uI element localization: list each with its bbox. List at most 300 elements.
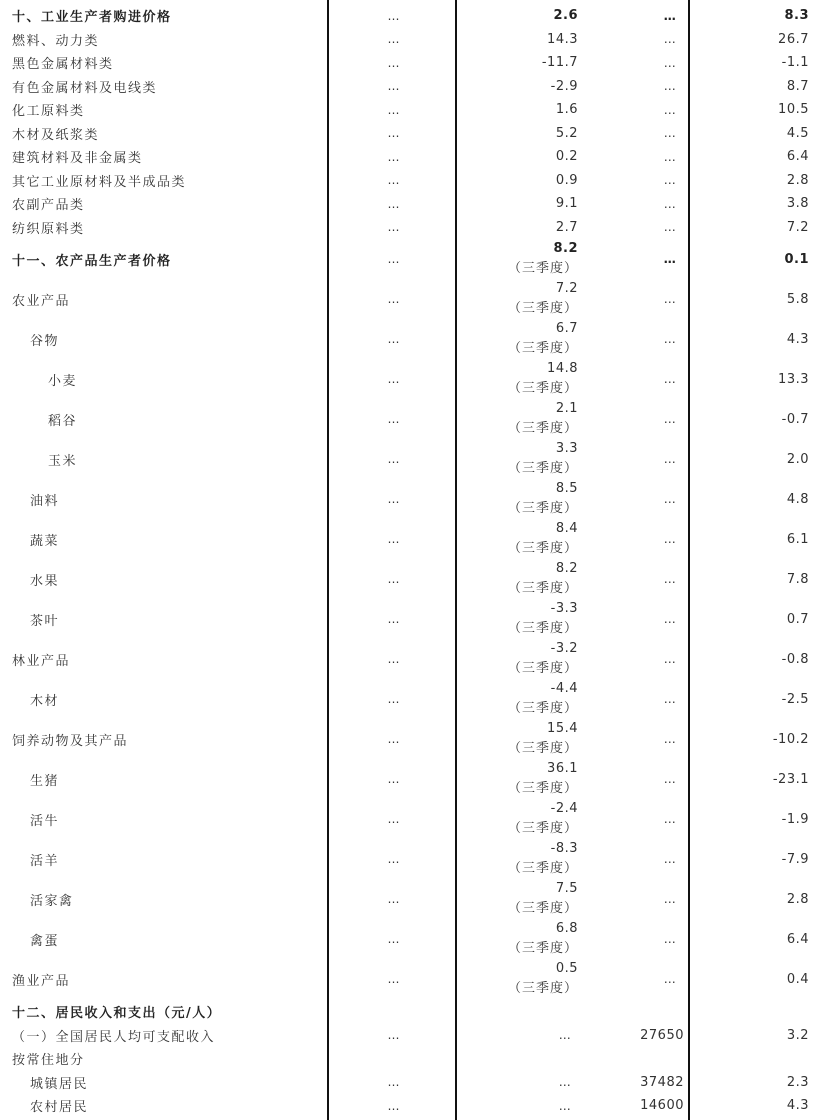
row-label: 十二、居民收入和支出（元/人） xyxy=(12,1005,222,1021)
col4-value: … xyxy=(663,852,677,866)
col5-value: 7.8 xyxy=(786,571,809,587)
table-row xyxy=(0,879,829,919)
row-label-cell xyxy=(12,51,327,74)
col3-cell xyxy=(461,959,578,999)
col2-value: … xyxy=(387,55,401,70)
col4-value: … xyxy=(663,8,677,23)
col3-cell xyxy=(461,215,578,239)
col3-cell xyxy=(461,27,578,51)
col3-cell xyxy=(461,799,578,839)
col3-cell xyxy=(461,4,578,27)
row-label-cell xyxy=(12,1094,327,1117)
col5-value: 2.8 xyxy=(786,172,809,188)
period-note: （三季度） xyxy=(507,541,578,556)
col3-value: 14.8 xyxy=(547,361,578,376)
col4-value: … xyxy=(663,492,677,506)
col3-value: 8.4 xyxy=(555,521,578,536)
row-label: 按常住地分 xyxy=(12,1053,85,1068)
table-row xyxy=(0,359,829,399)
col2-value: … xyxy=(387,252,401,266)
col5-cell xyxy=(690,168,809,192)
col5-value: 5.8 xyxy=(786,291,809,307)
col4-cell xyxy=(580,1094,684,1117)
col5-value: 0.1 xyxy=(784,251,809,267)
col2-cell xyxy=(333,759,455,799)
col3-cell xyxy=(461,919,578,959)
row-label: 谷物 xyxy=(30,333,60,349)
col3-value: 1.6 xyxy=(555,102,578,117)
row-label-cell xyxy=(12,27,327,51)
section-header-row xyxy=(0,239,829,279)
col2-value: … xyxy=(387,732,401,746)
col4-cell xyxy=(580,1047,684,1070)
col3-cell xyxy=(461,399,578,439)
col3-value: 36.1 xyxy=(547,761,578,776)
table-row xyxy=(0,279,829,319)
col3-value: 6.7 xyxy=(555,321,578,336)
col4-cell xyxy=(580,999,684,1023)
col5-value: -0.8 xyxy=(781,651,809,667)
row-label: 纺织原料类 xyxy=(12,221,85,237)
row-label-cell xyxy=(12,1023,327,1047)
col5-cell xyxy=(690,74,809,98)
col2-cell xyxy=(333,479,455,519)
col4-value: … xyxy=(663,732,677,746)
col2-cell xyxy=(333,599,455,639)
col3-value: … xyxy=(558,1098,572,1113)
col2-cell xyxy=(333,1070,455,1094)
row-label: 化工原料类 xyxy=(12,104,85,119)
col5-value: 8.7 xyxy=(786,78,809,94)
col2-value: … xyxy=(387,452,401,466)
row-label-cell xyxy=(12,479,327,519)
col5-cell xyxy=(690,559,809,599)
table-row xyxy=(0,1070,829,1094)
col5-value: 2.8 xyxy=(786,891,809,907)
row-label: 饲养动物及其产品 xyxy=(12,733,129,749)
col2-value: … xyxy=(387,492,401,506)
col3-value: -8.3 xyxy=(550,841,578,856)
col2-value: … xyxy=(387,532,401,546)
col3-cell xyxy=(461,479,578,519)
col4-value: … xyxy=(663,692,677,706)
period-note: （三季度） xyxy=(507,261,578,276)
col2-cell xyxy=(333,999,455,1023)
col3-value: 0.9 xyxy=(555,172,578,188)
col2-cell xyxy=(333,1047,455,1070)
table-row xyxy=(0,145,829,168)
col2-cell xyxy=(333,879,455,919)
col2-cell xyxy=(333,839,455,879)
col4-value: … xyxy=(663,102,677,117)
col2-cell xyxy=(333,639,455,679)
col5-cell xyxy=(690,639,809,679)
row-label-cell xyxy=(12,359,327,399)
col2-cell xyxy=(333,399,455,439)
row-label-cell xyxy=(12,879,327,919)
col3-cell xyxy=(461,639,578,679)
col3-value: 0.2 xyxy=(555,149,578,164)
row-label-cell xyxy=(12,799,327,839)
period-note: （三季度） xyxy=(507,781,578,796)
col3-cell xyxy=(461,719,578,759)
col2-cell xyxy=(333,239,455,279)
col3-value: -2.4 xyxy=(550,801,578,816)
col5-cell xyxy=(690,719,809,759)
col5-cell xyxy=(690,1023,809,1047)
col3-cell xyxy=(461,319,578,359)
row-label-cell xyxy=(12,319,327,359)
col2-value: … xyxy=(387,8,401,23)
col2-value: … xyxy=(387,692,401,706)
table-row xyxy=(0,519,829,559)
row-label: 木材及纸浆类 xyxy=(12,127,100,143)
row-label-cell xyxy=(12,599,327,639)
row-label: 活家禽 xyxy=(30,893,74,909)
col3-value: 7.2 xyxy=(555,281,578,296)
table-row xyxy=(0,1047,829,1070)
col3-cell xyxy=(461,168,578,192)
row-label-cell xyxy=(12,121,327,145)
col5-cell xyxy=(690,959,809,999)
col3-value: 15.4 xyxy=(547,721,578,736)
col3-value: 9.1 xyxy=(555,196,578,211)
col5-cell xyxy=(690,27,809,51)
col2-cell xyxy=(333,215,455,239)
row-label: 水果 xyxy=(30,573,60,589)
col3-value: 0.5 xyxy=(555,961,578,976)
col2-cell xyxy=(333,74,455,98)
row-label-cell xyxy=(12,168,327,192)
row-label-cell xyxy=(12,399,327,439)
table-row xyxy=(0,639,829,679)
col5-cell xyxy=(690,879,809,919)
row-label: 玉米 xyxy=(48,453,78,469)
col5-value: 26.7 xyxy=(778,31,809,47)
table-row xyxy=(0,121,829,145)
col2-cell xyxy=(333,1094,455,1117)
col2-value: … xyxy=(387,126,401,140)
row-label-cell xyxy=(12,999,327,1023)
col5-value: 4.3 xyxy=(786,1098,809,1113)
col5-cell xyxy=(690,999,809,1023)
table-row xyxy=(0,759,829,799)
col5-cell xyxy=(690,239,809,279)
col5-value: 2.0 xyxy=(786,451,809,467)
col2-value: … xyxy=(387,932,401,946)
table-row xyxy=(0,319,829,359)
row-label: 稻谷 xyxy=(48,413,78,429)
col2-cell xyxy=(333,4,455,27)
col2-value: … xyxy=(387,852,401,866)
row-label: 十一、农产品生产者价格 xyxy=(12,253,172,269)
row-label-cell xyxy=(12,519,327,559)
period-note: （三季度） xyxy=(507,661,578,676)
table-row xyxy=(0,839,829,879)
period-note: （三季度） xyxy=(507,941,578,956)
table-row xyxy=(0,679,829,719)
row-label: 油料 xyxy=(30,493,60,509)
table-row xyxy=(0,192,829,215)
col3-cell xyxy=(461,145,578,168)
col4-value: … xyxy=(663,332,677,346)
col5-value: -1.1 xyxy=(781,55,809,70)
col5-cell xyxy=(690,1070,809,1094)
col4-value: … xyxy=(663,173,677,187)
col5-value: 0.7 xyxy=(786,611,809,627)
table-row xyxy=(0,215,829,239)
col4-value: … xyxy=(663,196,677,211)
col5-value: -1.9 xyxy=(781,811,809,827)
period-note: （三季度） xyxy=(507,741,578,756)
col5-cell xyxy=(690,1094,809,1117)
col5-cell xyxy=(690,359,809,399)
col5-value: 0.4 xyxy=(786,971,809,987)
col4-value: … xyxy=(663,372,677,386)
col2-cell xyxy=(333,719,455,759)
col2-cell xyxy=(333,51,455,74)
col2-cell xyxy=(333,145,455,168)
col3-cell xyxy=(461,1047,578,1070)
col3-cell xyxy=(461,999,578,1023)
col2-value: … xyxy=(387,220,401,234)
period-note: （三季度） xyxy=(507,621,578,636)
col2-value: … xyxy=(387,196,401,211)
period-note: （三季度） xyxy=(507,581,578,596)
table-row xyxy=(0,98,829,121)
col4-value: … xyxy=(663,55,677,70)
row-label-cell xyxy=(12,839,327,879)
col2-value: … xyxy=(387,1098,401,1113)
row-label-cell xyxy=(12,719,327,759)
row-label-cell xyxy=(12,1047,327,1070)
col5-cell xyxy=(690,399,809,439)
col5-value: 13.3 xyxy=(778,371,809,387)
row-label: 禽蛋 xyxy=(30,933,60,949)
table-row xyxy=(0,51,829,74)
table-row xyxy=(0,599,829,639)
col3-value: 8.2 xyxy=(555,561,578,576)
col3-cell xyxy=(461,839,578,879)
col3-value: … xyxy=(558,1075,572,1089)
row-label: 茶叶 xyxy=(30,613,60,629)
col2-value: … xyxy=(387,102,401,117)
table-row xyxy=(0,919,829,959)
col5-cell xyxy=(690,839,809,879)
col5-cell xyxy=(690,319,809,359)
col2-cell xyxy=(333,559,455,599)
row-label: 有色金属材料及电线类 xyxy=(12,80,158,96)
col4-value: … xyxy=(663,932,677,946)
col2-cell xyxy=(333,1023,455,1047)
col2-value: … xyxy=(387,652,401,666)
col3-value: -4.4 xyxy=(550,681,578,696)
col4-value: … xyxy=(663,532,677,546)
col2-value: … xyxy=(387,972,401,986)
col3-value: -11.7 xyxy=(541,55,578,70)
col5-value: 7.2 xyxy=(786,219,809,235)
col3-value: 8.5 xyxy=(555,481,578,496)
col5-value: 10.5 xyxy=(778,102,809,117)
row-label-cell xyxy=(12,74,327,98)
col2-cell xyxy=(333,519,455,559)
row-label-cell xyxy=(12,279,327,319)
row-label-cell xyxy=(12,679,327,719)
row-label: 城镇居民 xyxy=(30,1076,89,1092)
row-label-cell xyxy=(12,919,327,959)
row-label: 其它工业原材料及半成品类 xyxy=(12,174,187,190)
table-row xyxy=(0,479,829,519)
table-row xyxy=(0,399,829,439)
col5-cell xyxy=(690,439,809,479)
col5-cell xyxy=(690,679,809,719)
col2-cell xyxy=(333,27,455,51)
row-label-cell xyxy=(12,559,327,599)
row-label-cell xyxy=(12,215,327,239)
col3-cell xyxy=(461,599,578,639)
period-note: （三季度） xyxy=(507,861,578,876)
col5-cell xyxy=(690,919,809,959)
col3-value: 7.5 xyxy=(555,881,578,896)
col5-value: 6.1 xyxy=(786,531,809,547)
col4-value: … xyxy=(663,452,677,466)
col4-value: … xyxy=(663,892,677,906)
table-row xyxy=(0,27,829,51)
period-note: （三季度） xyxy=(507,381,578,396)
col5-value: 4.5 xyxy=(786,125,809,141)
col3-cell xyxy=(461,98,578,121)
row-label: 生猪 xyxy=(30,773,60,789)
col2-cell xyxy=(333,359,455,399)
row-label: 林业产品 xyxy=(12,653,71,669)
col3-cell xyxy=(461,51,578,74)
col4-value: … xyxy=(663,572,677,586)
col2-cell xyxy=(333,799,455,839)
row-label: 十、工业生产者购进价格 xyxy=(12,10,172,25)
period-note: （三季度） xyxy=(507,301,578,316)
row-label: 农村居民 xyxy=(30,1100,89,1115)
row-label: 农业产品 xyxy=(12,293,71,309)
col5-value: -10.2 xyxy=(772,731,809,747)
col2-value: … xyxy=(387,892,401,906)
row-label-cell xyxy=(12,439,327,479)
col2-value: … xyxy=(387,572,401,586)
col3-cell xyxy=(461,879,578,919)
col5-value: 3.8 xyxy=(786,196,809,211)
col4-value: … xyxy=(663,772,677,786)
table-row xyxy=(0,168,829,192)
col3-cell xyxy=(461,439,578,479)
col4-value: … xyxy=(663,220,677,234)
col5-value: -7.9 xyxy=(781,851,809,867)
col3-cell xyxy=(461,759,578,799)
col5-value: 4.3 xyxy=(786,331,809,347)
col3-value: -3.3 xyxy=(550,601,578,616)
col2-cell xyxy=(333,168,455,192)
table-row xyxy=(0,559,829,599)
row-label-cell xyxy=(12,192,327,215)
col2-cell xyxy=(333,679,455,719)
col5-cell xyxy=(690,215,809,239)
col4-value: … xyxy=(663,32,677,46)
col4-value: … xyxy=(663,126,677,140)
col2-cell xyxy=(333,98,455,121)
col3-value: 2.6 xyxy=(553,8,578,23)
col3-value: 6.8 xyxy=(555,921,578,936)
col3-value: 5.2 xyxy=(555,125,578,141)
row-label-cell xyxy=(12,639,327,679)
col2-cell xyxy=(333,319,455,359)
table-row xyxy=(0,959,829,999)
table-row xyxy=(0,74,829,98)
col2-value: … xyxy=(387,1028,401,1042)
col5-value: 2.3 xyxy=(786,1074,809,1090)
section-header-row xyxy=(0,4,829,27)
row-label: 木材 xyxy=(30,693,60,709)
period-note: （三季度） xyxy=(507,821,578,836)
col5-cell xyxy=(690,192,809,215)
col2-value: … xyxy=(387,173,401,187)
col5-value: 8.3 xyxy=(784,8,809,23)
col5-cell xyxy=(690,4,809,27)
col5-value: 3.2 xyxy=(786,1027,809,1043)
col2-value: … xyxy=(387,32,401,46)
col3-value: 2.7 xyxy=(555,219,578,235)
col3-value: … xyxy=(558,1028,572,1042)
col4-cell xyxy=(580,1023,684,1047)
row-label: 建筑材料及非金属类 xyxy=(12,151,143,166)
section-header-row xyxy=(0,999,829,1023)
row-label-cell xyxy=(12,145,327,168)
row-label-cell xyxy=(12,98,327,121)
col5-cell xyxy=(690,51,809,74)
col5-value: -23.1 xyxy=(772,771,809,787)
col4-value: 37482 xyxy=(640,1074,684,1090)
col3-cell xyxy=(461,74,578,98)
col2-value: … xyxy=(387,372,401,386)
row-label-cell xyxy=(12,759,327,799)
col3-value: 2.1 xyxy=(555,401,578,416)
col2-value: … xyxy=(387,292,401,306)
col2-cell xyxy=(333,279,455,319)
col5-cell xyxy=(690,519,809,559)
col2-value: … xyxy=(387,332,401,346)
col4-cell xyxy=(580,1070,684,1094)
col4-value: … xyxy=(663,79,677,93)
col2-value: … xyxy=(387,612,401,626)
col3-value: 14.3 xyxy=(547,31,578,47)
period-note: （三季度） xyxy=(507,981,578,996)
col5-cell xyxy=(690,759,809,799)
row-label: 黑色金属材料类 xyxy=(12,57,114,72)
col5-value: 4.8 xyxy=(786,491,809,507)
col5-cell xyxy=(690,121,809,145)
col5-value: 6.4 xyxy=(786,149,809,164)
col2-cell xyxy=(333,439,455,479)
col3-value: 8.2 xyxy=(553,241,578,256)
col5-value: -0.7 xyxy=(781,411,809,427)
col5-value: 6.4 xyxy=(786,931,809,947)
col5-cell xyxy=(690,479,809,519)
col4-value: … xyxy=(663,412,677,426)
col3-cell xyxy=(461,559,578,599)
col5-cell xyxy=(690,145,809,168)
col3-cell xyxy=(461,359,578,399)
col4-value: … xyxy=(663,812,677,826)
period-note: （三季度） xyxy=(507,501,578,516)
row-label-cell xyxy=(12,4,327,27)
col3-cell xyxy=(461,279,578,319)
